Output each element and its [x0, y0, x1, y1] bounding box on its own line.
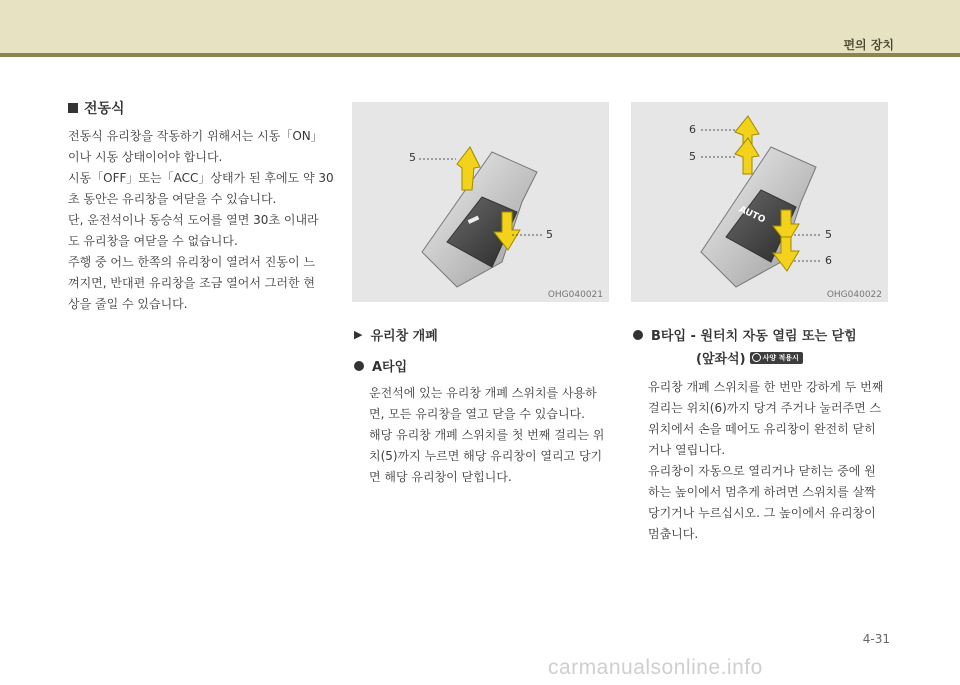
type-b-text: B타입 - 원터치 자동 열림 또는 닫힘 — [651, 329, 857, 344]
window-heading-text: 유리창 개폐 — [370, 329, 438, 344]
right-line: 위치에서 손을 떼어도 유리창이 완전히 닫히 — [648, 422, 876, 436]
middle-column — [354, 325, 612, 488]
position-label-down-near: 5 — [825, 228, 832, 241]
right-line: 당기거나 누르십시오. 그 높이에서 유리창이 — [648, 506, 876, 520]
type-a-heading — [354, 356, 612, 375]
position-label-down: 5 — [546, 228, 553, 241]
position-label-up: 5 — [409, 151, 416, 164]
left-line: 초 동안은 유리창을 여닫을 수 있습니다. — [68, 192, 277, 206]
dot-bullet-icon — [633, 330, 643, 340]
right-line: 걸리는 위치(6)까지 당겨 주거나 눌러주면 스 — [648, 401, 882, 415]
left-heading-text: 전동식 — [84, 101, 125, 117]
type-b-subheading — [633, 348, 891, 367]
switch-illustration-a — [352, 102, 609, 302]
window-heading — [354, 325, 612, 344]
left-line: 단, 운전석이나 동승석 도어를 열면 30초 이내라 — [68, 213, 319, 227]
switch-illustration-b — [631, 102, 888, 302]
type-a-text: A타입 — [372, 360, 408, 375]
left-line: 시동「OFF」또는「ACC」상태가 된 후에도 약 30 — [68, 171, 334, 185]
left-line: 상을 줄일 수 있습니다. — [68, 297, 188, 311]
figure-switch-type-a — [352, 102, 609, 302]
figure-code: OHG040022 — [826, 290, 882, 300]
front-seat-text: (앞좌석) — [696, 352, 746, 367]
triangle-bullet-icon: ▶ — [354, 328, 363, 341]
badge-text: 사양 적용시 — [762, 353, 799, 362]
left-line: 전동식 유리창을 작동하기 위해서는 시동「ON」 — [68, 129, 323, 143]
right-line: 하는 높이에서 멈추게 하려면 스위치를 살짝 — [648, 485, 876, 499]
left-line: 주행 중 어느 한쪽의 유리창이 열려서 진동이 느 — [68, 255, 315, 269]
header-band — [0, 0, 960, 53]
figure-code: OHG040021 — [547, 290, 603, 300]
auto-switch-text: AUTO — [737, 204, 767, 226]
left-column — [68, 98, 336, 315]
right-line: 유리창이 자동으로 열리거나 닫히는 중에 원 — [648, 464, 876, 478]
header-rule — [0, 53, 960, 57]
middle-line: 면 해당 유리창이 닫힙니다. — [369, 470, 512, 484]
right-line: 멈춥니다. — [648, 527, 699, 541]
position-label-up-near: 5 — [689, 150, 696, 163]
page-number: 4-31 — [862, 632, 890, 646]
right-line: 거나 열립니다. — [648, 443, 726, 457]
dot-bullet-icon — [354, 361, 364, 371]
magnifier-icon — [752, 353, 761, 362]
position-label-down-far: 6 — [825, 254, 832, 267]
figure-switch-type-b — [631, 102, 888, 302]
watermark: carmanualsonline.info — [548, 656, 763, 679]
square-bullet-icon — [68, 103, 78, 113]
left-heading — [68, 98, 336, 118]
type-b-heading — [633, 325, 891, 344]
option-badge — [750, 352, 803, 364]
position-label-up-far: 6 — [689, 123, 696, 136]
left-line: 이나 시동 상태이어야 합니다. — [68, 150, 223, 164]
middle-line: 면, 모든 유리창을 열고 닫을 수 있습니다. — [369, 407, 585, 421]
right-line: 유리창 개폐 스위치를 한 번만 강하게 두 번째 — [648, 380, 884, 394]
middle-line: 운전석에 있는 유리창 개폐 스위치를 사용하 — [369, 386, 597, 400]
section-title: 편의 장치 — [843, 38, 894, 52]
right-column — [633, 325, 891, 545]
middle-line: 해당 유리창 개폐 스위치를 첫 번째 걸리는 위 — [369, 428, 605, 442]
left-line: 도 유리창을 여닫을 수 없습니다. — [68, 234, 238, 248]
middle-line: 치(5)까지 누르면 해당 유리창이 열리고 당기 — [369, 449, 603, 463]
left-line: 껴지면, 반대편 유리창을 조금 열어서 그러한 현 — [68, 276, 315, 290]
